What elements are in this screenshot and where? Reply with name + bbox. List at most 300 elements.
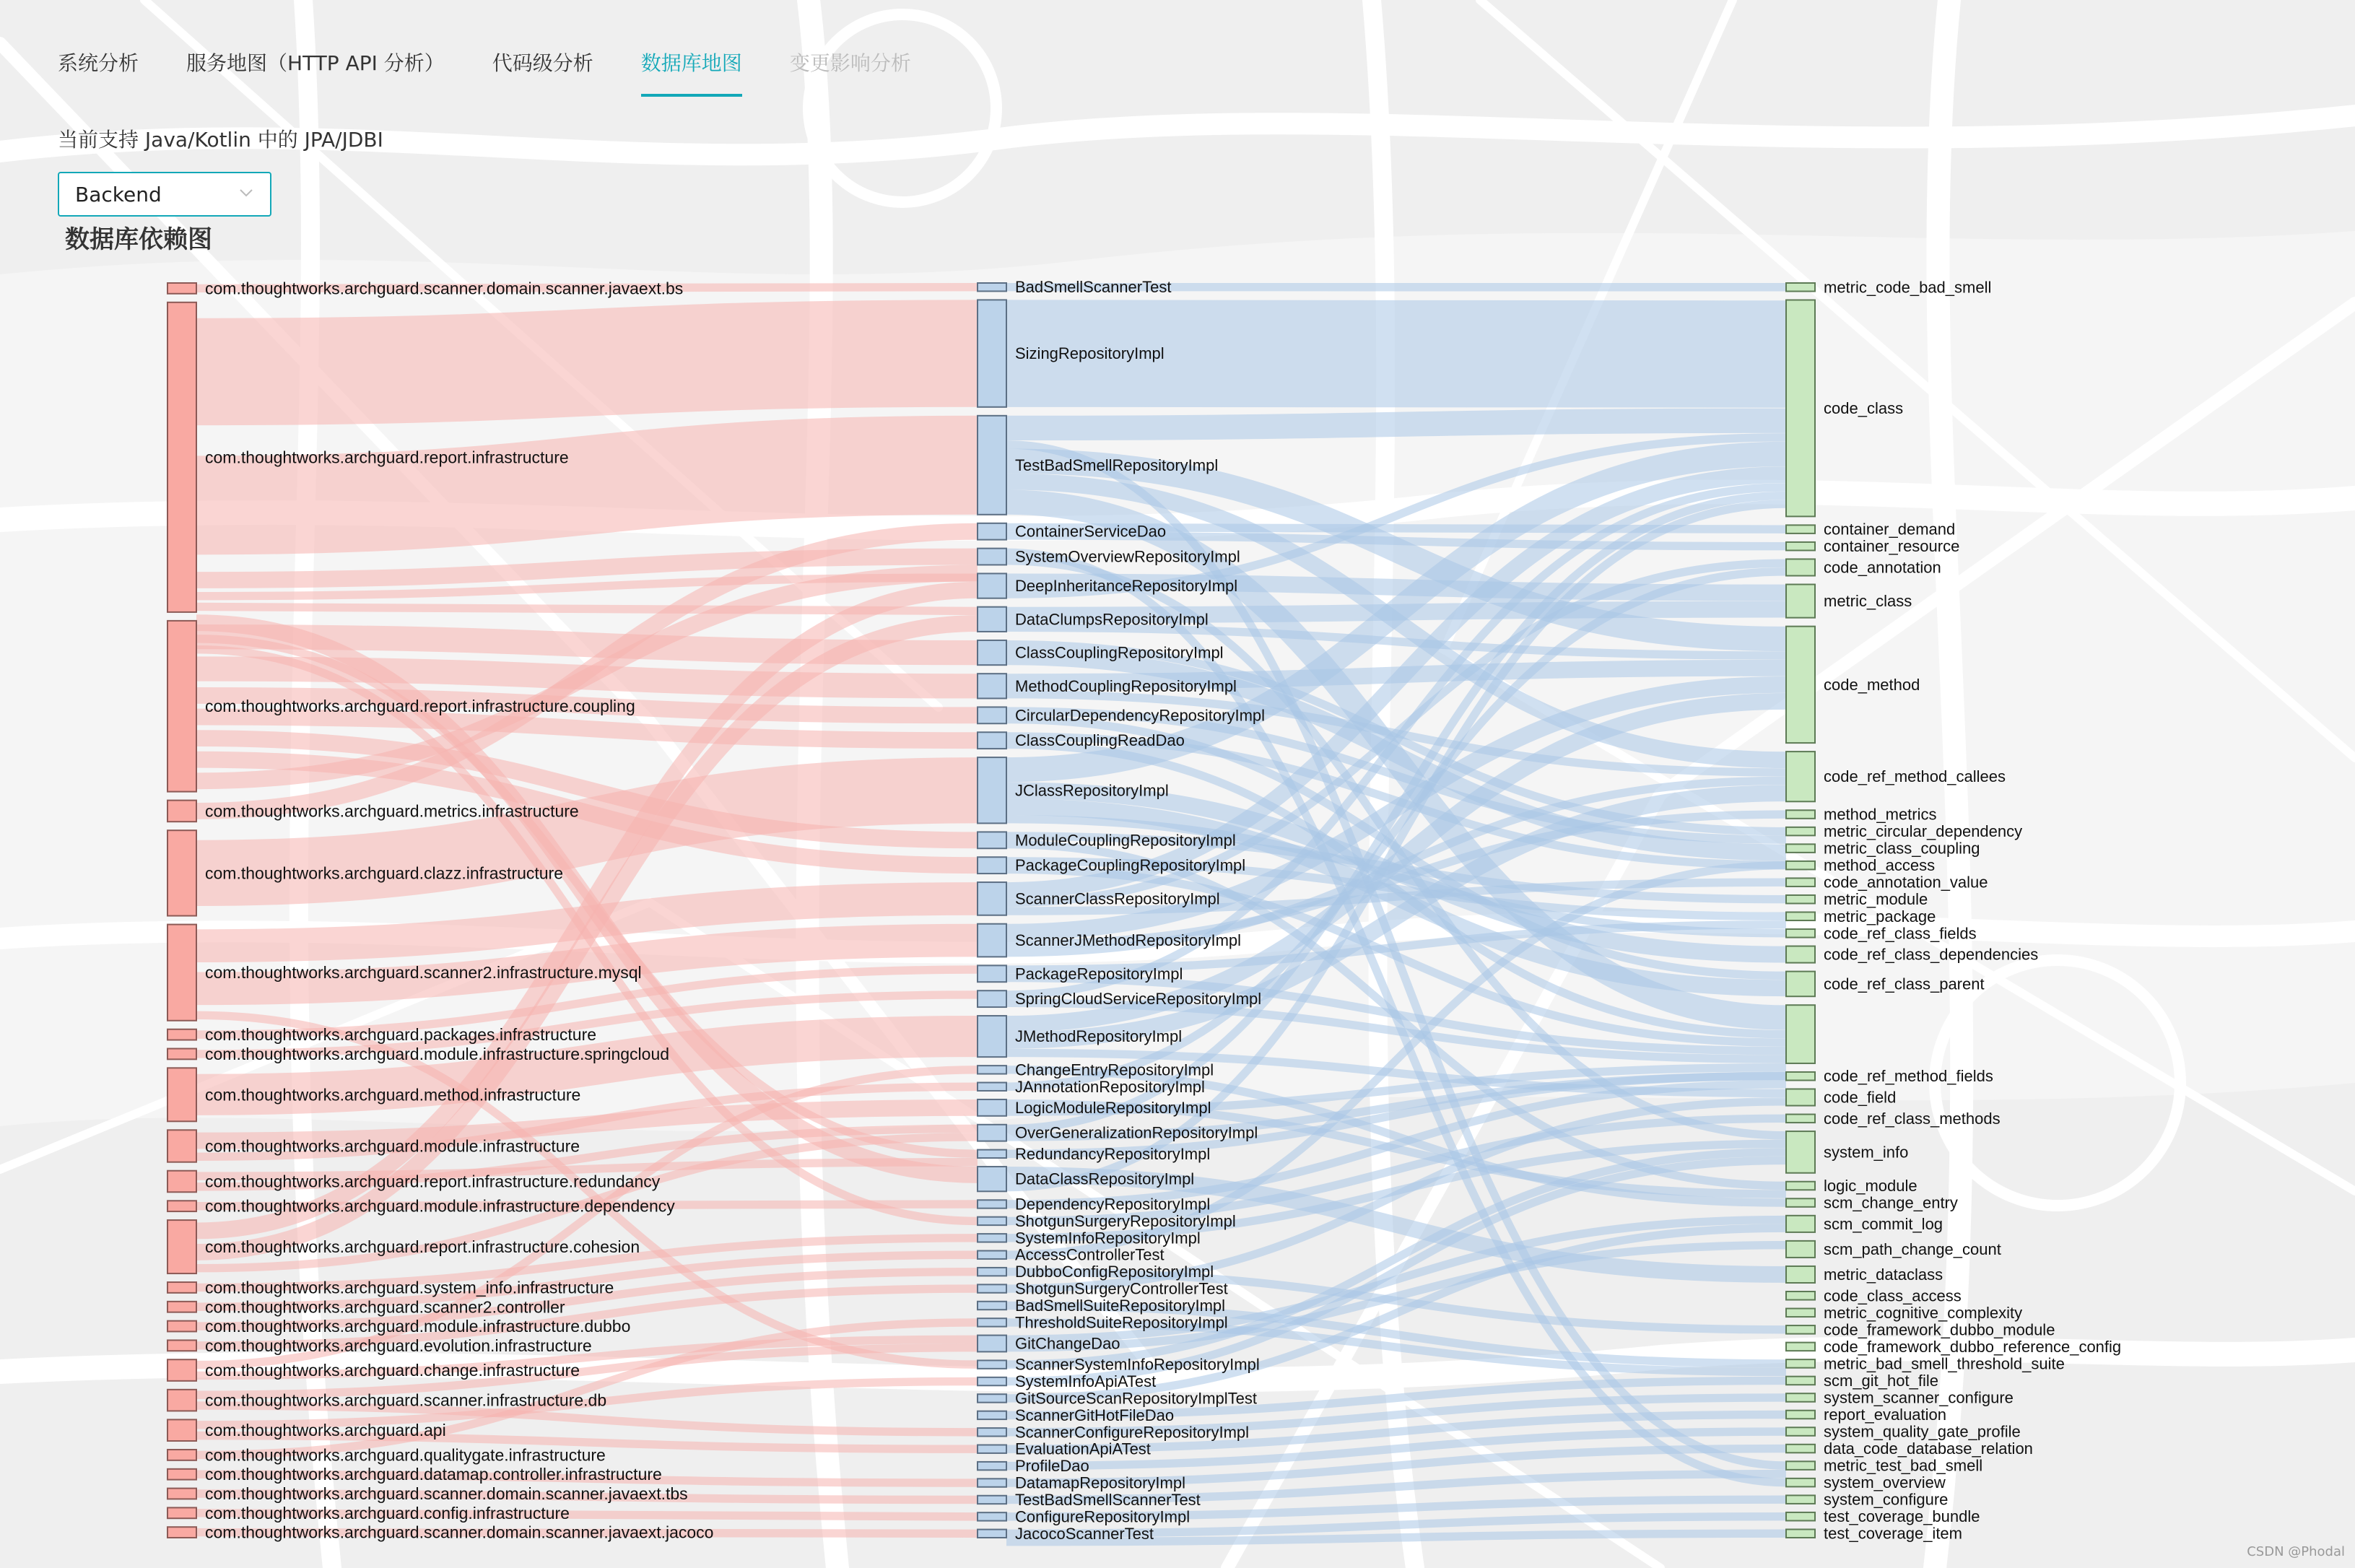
repository-node-bar: [978, 1268, 1006, 1276]
repository-node-label: DependencyRepositoryImpl: [1015, 1195, 1211, 1214]
table-node-code-field[interactable]: [1786, 1089, 1896, 1107]
repository-node-profiledao[interactable]: [978, 1457, 1089, 1475]
table-node-bar: [1786, 1089, 1815, 1105]
package-node-label: com.thoughtworks.archguard.clazz.infrastructure: [205, 863, 563, 883]
repository-node-label: MethodCouplingRepositoryImpl: [1015, 676, 1237, 695]
package-node-com-thoughtworks-archguard-qualitygate-infrastructure[interactable]: [167, 1445, 606, 1464]
repository-node-bar: [978, 732, 1006, 749]
repository-node-bar: [978, 1512, 1006, 1520]
package-node-com-thoughtworks-archguard-scanner-domain-scanner-javaext-tbs[interactable]: [167, 1484, 688, 1503]
repository-node-label: ScannerGitHotFileDao: [1015, 1406, 1175, 1424]
package-node-com-thoughtworks-archguard-metrics-infrastructure[interactable]: [167, 801, 579, 822]
repository-node-bar: [978, 607, 1006, 632]
table-node-label: metric_module: [1824, 890, 1928, 909]
repository-node-label: TestBadSmellScannerTest: [1015, 1490, 1201, 1509]
repository-node-bar: [978, 1284, 1006, 1292]
repository-node-bar: [978, 523, 1006, 540]
package-node-label: com.thoughtworks.archguard.scanner.domain.scanner.javaext.jacoco: [205, 1523, 714, 1542]
repository-node-label: PackageRepositoryImpl: [1015, 964, 1183, 983]
package-node-bar: [167, 1220, 196, 1273]
repository-node-label: ModuleCouplingRepositoryImpl: [1015, 831, 1236, 850]
table-node-label: scm_path_change_count: [1824, 1240, 2001, 1258]
repository-node-bar: [978, 832, 1006, 848]
table-node-label: code_annotation: [1824, 558, 1941, 577]
package-node-bar: [167, 1130, 196, 1162]
table-node-label: metric_package: [1824, 907, 1936, 925]
table-node-bar: [1786, 1343, 1815, 1351]
package-node-com-thoughtworks-archguard-api[interactable]: [167, 1419, 446, 1441]
repository-node-label: SizingRepositoryImpl: [1015, 344, 1165, 363]
repository-node-bar: [978, 1360, 1006, 1368]
table-node-bar: [1786, 1115, 1815, 1123]
table-node-code-framework-dubbo-module[interactable]: [1786, 1320, 2055, 1338]
table-node-system-info[interactable]: [1786, 1131, 1908, 1173]
repository-node-label: SystemInfoRepositoryImpl: [1015, 1229, 1201, 1247]
table-node-metric-test-bad-smell[interactable]: [1786, 1457, 1982, 1475]
table-node-bar: [1786, 912, 1815, 920]
table-node-code-class-access[interactable]: [1786, 1286, 1962, 1305]
table-node-label: code_framework_dubbo_module: [1824, 1320, 2055, 1339]
table-node-bar: [1786, 752, 1815, 801]
repository-node-label: GitChangeDao: [1015, 1334, 1120, 1353]
table-node-test-coverage-item[interactable]: [1786, 1525, 1962, 1543]
table-node-bar: [1786, 972, 1815, 997]
table-node-bar: [1786, 1411, 1815, 1419]
package-node-label: com.thoughtworks.archguard.api: [205, 1421, 446, 1440]
package-node-label: com.thoughtworks.archguard.scanner2.infrastructure.mysql: [205, 963, 642, 983]
table-node-bar: [1786, 300, 1815, 517]
repository-node-bar: [978, 1200, 1006, 1208]
table-node-label: code_class: [1824, 398, 1904, 417]
repository-node-label: ContainerServiceDao: [1015, 522, 1167, 541]
package-node-label: com.thoughtworks.archguard.system_info.infrastructure: [205, 1278, 614, 1297]
package-node-bar: [167, 1068, 196, 1121]
package-node-label: com.thoughtworks.archguard.packages.infrastructure: [205, 1025, 597, 1045]
repository-node-bar: [978, 1496, 1006, 1504]
table-node-label: code_ref_method_callees: [1824, 767, 2006, 786]
table-node-label: method_access: [1824, 856, 1936, 875]
package-node-label: com.thoughtworks.archguard.module.infrastructure.dubbo: [205, 1317, 631, 1336]
package-node-bar: [167, 1507, 196, 1518]
table-node-label: code_framework_dubbo_reference_config: [1824, 1337, 2122, 1356]
package-node-label: com.thoughtworks.archguard.module.infrastructure: [205, 1136, 580, 1156]
repository-node-bar: [978, 1428, 1006, 1436]
repository-node-label: DataClumpsRepositoryImpl: [1015, 610, 1209, 629]
table-node-metric-class[interactable]: [1786, 585, 1912, 618]
repository-node-label: AccessControllerTest: [1015, 1245, 1165, 1264]
package-node-label: com.thoughtworks.archguard.change.infrastructure: [205, 1361, 580, 1380]
package-node-label: com.thoughtworks.archguard.scanner.domain.scanner.javaext.bs: [205, 279, 684, 298]
repository-node-methodcouplingrepositoryimpl[interactable]: [978, 674, 1237, 698]
tab-code-analysis[interactable]: 代码级分析: [492, 51, 593, 75]
table-node-label: system_info: [1824, 1143, 1909, 1162]
repository-node-label: ClassCouplingRepositoryImpl: [1015, 643, 1224, 662]
repository-node-label: ScannerSystemInfoRepositoryImpl: [1015, 1355, 1260, 1374]
table-node-label: container_demand: [1824, 520, 1956, 539]
package-node-label: com.thoughtworks.archguard.scanner.infrastructure.db: [205, 1390, 607, 1410]
table-node-metric-dataclass[interactable]: [1786, 1266, 1943, 1284]
repository-node-label: DubboConfigRepositoryImpl: [1015, 1263, 1214, 1281]
repository-node-bar: [978, 1394, 1006, 1402]
package-node-label: com.thoughtworks.archguard.module.infrastructure.dependency: [205, 1196, 675, 1216]
table-node-container-resource[interactable]: [1786, 537, 1959, 555]
table-node-bar: [1786, 1427, 1815, 1436]
table-node-unnamed-18[interactable]: [1786, 1005, 1815, 1063]
table-node-code-ref-method-fields[interactable]: [1786, 1067, 1993, 1085]
repository-node-bar: [978, 1016, 1006, 1057]
repository-node-circulardependencyrepositoryimpl[interactable]: [978, 706, 1265, 724]
table-node-label: metric_class: [1824, 592, 1912, 611]
table-node-code-class[interactable]: [1786, 300, 1903, 517]
package-node-bar: [167, 801, 196, 822]
repository-node-label: SystemInfoApiATest: [1015, 1372, 1157, 1391]
package-node-label: com.thoughtworks.archguard.scanner.domain.scanner.javaext.tbs: [205, 1484, 688, 1504]
table-node-bar: [1786, 946, 1815, 963]
table-node-label: metric_class_coupling: [1824, 839, 1980, 858]
table-node-code-method[interactable]: [1786, 627, 1920, 743]
table-node-code-ref-class-parent[interactable]: [1786, 972, 1985, 997]
package-node-bar: [167, 1201, 196, 1211]
system-select[interactable]: [58, 172, 271, 217]
package-node-bar: [167, 1469, 196, 1480]
table-node-system-scanner-configure[interactable]: [1786, 1388, 2014, 1406]
repository-node-containerservicedao[interactable]: [978, 523, 1166, 541]
table-node-bar: [1786, 1198, 1815, 1207]
table-node-logic-module[interactable]: [1786, 1177, 1917, 1195]
repository-node-scannersysteminforepositoryimpl[interactable]: [978, 1356, 1260, 1374]
table-node-bar: [1786, 895, 1815, 904]
repository-node-systemoverviewrepositoryimpl[interactable]: [978, 548, 1240, 566]
package-node-label: com.thoughtworks.archguard.evolution.infrastructure: [205, 1336, 592, 1355]
table-node-bar: [1786, 542, 1815, 551]
table-node-bar: [1786, 878, 1815, 887]
table-node-scm-commit-log[interactable]: [1786, 1215, 1943, 1233]
table-node-label: metric_cognitive_complexity: [1824, 1303, 2023, 1322]
package-node-bar: [167, 925, 196, 1021]
repository-node-label: ShotgunSurgeryControllerTest: [1015, 1279, 1228, 1298]
table-node-metric-cognitive-complexity[interactable]: [1786, 1304, 2022, 1322]
repository-node-bar: [978, 1302, 1006, 1310]
package-node-label: com.thoughtworks.archguard.qualitygate.infrastructure: [205, 1445, 606, 1465]
table-node-method-access[interactable]: [1786, 856, 1935, 874]
package-node-com-thoughtworks-archguard-scanner2-controller[interactable]: [167, 1297, 565, 1316]
table-node-bar: [1786, 861, 1815, 870]
repository-node-bar: [978, 1066, 1006, 1073]
repository-node-bar: [978, 1530, 1006, 1538]
repository-node-bar: [978, 416, 1006, 515]
package-node-bar: [167, 1489, 196, 1499]
table-node-bar: [1786, 1072, 1815, 1081]
repository-node-bar: [978, 924, 1006, 957]
table-node-label: metric_code_bad_smell: [1824, 278, 1992, 297]
package-node-com-thoughtworks-archguard-report-infrastructure-redundancy[interactable]: [167, 1171, 661, 1193]
repository-node-jacocoscannertest[interactable]: [978, 1525, 1154, 1543]
table-node-container-demand[interactable]: [1786, 521, 1955, 539]
table-node-label: system_configure: [1824, 1490, 1949, 1509]
repository-node-modulecouplingrepositoryimpl[interactable]: [978, 831, 1236, 849]
table-node-data-code-database-relation[interactable]: [1786, 1439, 2033, 1458]
package-node-bar: [167, 1527, 196, 1538]
package-node-bar: [167, 1390, 196, 1411]
table-node-label: code_class_access: [1824, 1286, 1962, 1305]
table-node-bar: [1786, 1005, 1815, 1063]
repository-node-deepinheritancerepositoryimpl[interactable]: [978, 573, 1237, 598]
table-node-bar: [1786, 525, 1815, 533]
table-node-metric-code-bad-smell[interactable]: [1786, 278, 1991, 296]
package-node-label: com.thoughtworks.archguard.metrics.infrastructure: [205, 801, 579, 821]
repository-node-bar: [978, 1125, 1006, 1141]
package-node-bar: [167, 1340, 196, 1351]
repository-node-label: JacocoScannerTest: [1015, 1524, 1154, 1543]
package-node-bar: [167, 1450, 196, 1460]
repository-node-label: BadSmellScannerTest: [1015, 278, 1172, 297]
package-node-label: com.thoughtworks.archguard.report.infrastructure.cohesion: [205, 1237, 640, 1257]
repository-node-label: JAnnotationRepositoryImpl: [1015, 1077, 1205, 1096]
repository-node-label: DeepInheritanceRepositoryImpl: [1015, 577, 1238, 596]
repository-node-label: TestBadSmellRepositoryImpl: [1015, 456, 1219, 474]
table-node-code-ref-class-fields[interactable]: [1786, 924, 1977, 942]
repository-node-badsmellsuiterepositoryimpl[interactable]: [978, 1297, 1225, 1315]
repository-node-label: CircularDependencyRepositoryImpl: [1015, 706, 1266, 725]
repository-node-bar: [978, 1336, 1006, 1352]
repository-node-bar: [978, 283, 1006, 291]
table-node-bar: [1786, 844, 1815, 853]
table-node-bar: [1786, 1377, 1815, 1385]
table-node-scm-path-change-count[interactable]: [1786, 1240, 2001, 1258]
repository-node-label: JMethodRepositoryImpl: [1015, 1027, 1183, 1046]
package-node-label: com.thoughtworks.archguard.datamap.controller.infrastructure: [205, 1465, 662, 1484]
package-node-bar: [167, 1302, 196, 1312]
package-node-label: com.thoughtworks.archguard.report.infrastructure.coupling: [205, 697, 635, 716]
package-node-com-thoughtworks-archguard-datamap-controller-infrastructure[interactable]: [167, 1465, 662, 1484]
table-node-label: code_ref_class_methods: [1824, 1109, 2001, 1128]
table-node-label: code_ref_method_fields: [1824, 1067, 1993, 1086]
repository-node-scannerconfigurerepositoryimpl[interactable]: [978, 1423, 1249, 1441]
package-repository-link: [196, 465, 978, 505]
table-node-label: scm_commit_log: [1824, 1214, 1943, 1233]
package-node-bar: [167, 1029, 196, 1040]
table-node-label: metric_bad_smell_threshold_suite: [1824, 1354, 2065, 1373]
package-node-com-thoughtworks-archguard-module-infrastructure-springcloud[interactable]: [167, 1045, 669, 1063]
table-node-label: data_code_database_relation: [1824, 1439, 2033, 1458]
table-node-bar: [1786, 929, 1815, 938]
table-nodes: [1786, 278, 2121, 1542]
repository-node-bar: [978, 1251, 1006, 1259]
table-node-bar: [1786, 1478, 1815, 1487]
table-node-bar: [1786, 1182, 1815, 1190]
repository-node-label: ScannerJMethodRepositoryImpl: [1015, 931, 1242, 950]
package-node-bar: [167, 1171, 196, 1193]
table-node-label: system_overview: [1824, 1473, 1946, 1492]
table-node-bar: [1786, 1131, 1815, 1173]
package-node-com-thoughtworks-archguard-config-infrastructure[interactable]: [167, 1504, 570, 1523]
table-node-system-quality-gate-profile[interactable]: [1786, 1423, 2021, 1441]
repository-node-label: ScannerConfigureRepositoryImpl: [1015, 1423, 1250, 1442]
package-node-bar: [167, 1049, 196, 1060]
table-node-bar: [1786, 585, 1815, 618]
repository-node-label: LogicModuleRepositoryImpl: [1015, 1098, 1211, 1117]
package-node-com-thoughtworks-archguard-evolution-infrastructure[interactable]: [167, 1336, 592, 1355]
repository-node-bar: [978, 573, 1006, 598]
table-node-label: code_annotation_value: [1824, 873, 1988, 892]
package-node-com-thoughtworks-archguard-system-info-infrastructure[interactable]: [167, 1278, 614, 1297]
table-node-scm-change-entry[interactable]: [1786, 1194, 1958, 1212]
repository-node-label: ScannerClassRepositoryImpl: [1015, 889, 1220, 908]
repository-node-accesscontrollertest[interactable]: [978, 1246, 1165, 1264]
package-node-label: com.thoughtworks.archguard.scanner2.controller: [205, 1297, 565, 1317]
repository-node-label: ThresholdSuiteRepositoryImpl: [1015, 1313, 1228, 1332]
repository-node-scannergithotfiledao[interactable]: [978, 1406, 1174, 1424]
table-node-bar: [1786, 1216, 1815, 1232]
tab-service-map[interactable]: 服务地图（HTTP API 分析）: [186, 51, 445, 75]
repository-node-systeminfoapiatest[interactable]: [978, 1372, 1156, 1390]
table-node-label: code_ref_class_dependencies: [1824, 945, 2039, 964]
tab-change-impact[interactable]: 变更影响分析: [789, 51, 911, 75]
table-node-label: code_ref_class_fields: [1824, 924, 1977, 943]
repository-table-link: [1006, 421, 1786, 428]
repository-node-bar: [978, 674, 1006, 698]
repository-node-classcouplingrepositoryimpl[interactable]: [978, 640, 1224, 665]
table-node-test-coverage-bundle[interactable]: [1786, 1507, 1980, 1525]
tab-bar: [58, 48, 959, 97]
table-node-label: scm_change_entry: [1824, 1193, 1958, 1212]
table-node-code-annotation[interactable]: [1786, 558, 1941, 576]
tab-system-analysis[interactable]: 系统分析: [58, 51, 139, 75]
table-node-label: container_resource: [1824, 537, 1960, 556]
table-node-bar: [1786, 1241, 1815, 1258]
repository-node-bar: [978, 1083, 1006, 1091]
repository-node-label: ConfigureRepositoryImpl: [1015, 1507, 1190, 1526]
repository-node-springcloudservicerepositoryimpl[interactable]: [978, 990, 1261, 1008]
package-node-bar: [167, 1282, 196, 1293]
repository-node-bar: [978, 1099, 1006, 1116]
repository-node-label: DatamapRepositoryImpl: [1015, 1473, 1185, 1492]
repository-node-gitchangedao[interactable]: [978, 1335, 1120, 1353]
repository-node-label: DataClassRepositoryImpl: [1015, 1170, 1195, 1188]
tab-database-map[interactable]: 数据库地图: [641, 48, 742, 97]
repository-node-label: BadSmellSuiteRepositoryImpl: [1015, 1296, 1226, 1315]
package-node-com-thoughtworks-archguard-module-infrastructure-dubbo[interactable]: [167, 1317, 630, 1336]
table-node-metric-module[interactable]: [1786, 890, 1928, 908]
repository-node-label: SpringCloudServiceRepositoryImpl: [1015, 990, 1262, 1009]
repository-node-label: OverGeneralizationRepositoryImpl: [1015, 1123, 1258, 1142]
table-node-report-evaluation[interactable]: [1786, 1406, 1946, 1424]
repository-node-bar: [978, 1462, 1006, 1470]
package-node-com-thoughtworks-archguard-scanner-domain-scanner-javaext-jacoco[interactable]: [167, 1523, 713, 1542]
table-node-metric-circular-dependency[interactable]: [1786, 822, 2022, 840]
repository-node-evaluationapiatest[interactable]: [978, 1440, 1151, 1458]
package-node-com-thoughtworks-archguard-scanner-domain-scanner-javaext-bs[interactable]: [167, 279, 683, 297]
package-repository-link: [196, 354, 978, 372]
package-node-label: com.thoughtworks.archguard.report.infrastructure.redundancy: [205, 1172, 661, 1191]
table-node-code-ref-class-methods[interactable]: [1786, 1110, 2001, 1128]
package-node-com-thoughtworks-archguard-change-infrastructure[interactable]: [167, 1359, 580, 1381]
watermark: CSDN @Phodal: [2247, 1544, 2345, 1559]
table-node-bar: [1786, 1393, 1815, 1402]
repository-node-label: ShotgunSurgeryRepositoryImpl: [1015, 1211, 1236, 1230]
repository-node-bar: [978, 1234, 1006, 1242]
repository-node-shotgunsurgerycontrollertest[interactable]: [978, 1280, 1228, 1298]
repository-node-label: JClassRepositoryImpl: [1015, 781, 1169, 800]
table-node-metric-class-coupling[interactable]: [1786, 840, 1980, 858]
table-node-bar: [1786, 1461, 1815, 1470]
table-node-bar: [1786, 1495, 1815, 1504]
table-node-label: metric_dataclass: [1824, 1265, 1943, 1284]
repository-node-bar: [978, 640, 1006, 665]
chevron-down-icon: [237, 183, 256, 202]
table-node-label: metric_test_bad_smell: [1824, 1456, 1983, 1475]
table-node-label: metric_circular_dependency: [1824, 822, 2023, 841]
repository-node-overgeneralizationrepositoryimpl[interactable]: [978, 1124, 1258, 1142]
repository-node-packagecouplingrepositoryimpl[interactable]: [978, 856, 1245, 874]
table-node-bar: [1786, 1309, 1815, 1317]
package-node-label: com.thoughtworks.archguard.report.infrastructure: [205, 448, 569, 467]
repository-node-thresholdsuiterepositoryimpl[interactable]: [978, 1313, 1228, 1331]
table-node-label: system_scanner_configure: [1824, 1388, 2014, 1407]
repository-node-bar: [978, 707, 1006, 723]
table-node-bar: [1786, 1529, 1815, 1538]
repository-node-bar: [978, 882, 1006, 915]
repository-node-bar: [978, 1377, 1006, 1385]
package-node-bar: [167, 1419, 196, 1441]
repository-node-label: ClassCouplingReadDao: [1015, 731, 1185, 750]
table-node-metric-package[interactable]: [1786, 907, 1936, 925]
package-node-label: com.thoughtworks.archguard.method.infrastructure: [205, 1085, 581, 1105]
table-node-system-configure[interactable]: [1786, 1491, 1948, 1509]
repository-node-label: ChangeEntryRepositoryImpl: [1015, 1060, 1214, 1079]
repository-node-bar: [978, 990, 1006, 1007]
table-node-label: method_metrics: [1824, 805, 1937, 824]
repository-node-bar: [978, 1167, 1006, 1191]
package-node-bar: [167, 621, 196, 792]
repository-node-gitsourcescanrepositoryimpltest[interactable]: [978, 1389, 1257, 1407]
package-node-bar: [167, 1321, 196, 1332]
package-node-bar: [167, 302, 196, 612]
package-node-com-thoughtworks-archguard-scanner-infrastructure-db[interactable]: [167, 1390, 606, 1411]
support-notice: 当前支持 Java/Kotlin 中的 JPA/JDBI: [58, 128, 383, 152]
table-node-system-overview[interactable]: [1786, 1473, 1946, 1491]
table-node-bar: [1786, 1292, 1815, 1300]
table-node-code-ref-class-dependencies[interactable]: [1786, 946, 2038, 964]
table-node-label: logic_module: [1824, 1177, 1917, 1195]
repository-node-badsmellscannertest[interactable]: [978, 278, 1171, 296]
repository-node-label: ProfileDao: [1015, 1457, 1089, 1476]
table-node-code-framework-dubbo-reference-config[interactable]: [1786, 1338, 2121, 1356]
table-node-metric-bad-smell-threshold-suite[interactable]: [1786, 1354, 2065, 1372]
table-node-scm-git-hot-file[interactable]: [1786, 1372, 1938, 1390]
repository-node-bar: [978, 965, 1006, 982]
table-node-code-annotation-value[interactable]: [1786, 874, 1988, 892]
package-node-label: com.thoughtworks.archguard.config.infrastructure: [205, 1503, 570, 1523]
package-node-com-thoughtworks-archguard-module-infrastructure-dependency[interactable]: [167, 1197, 675, 1216]
table-node-bar: [1786, 283, 1815, 292]
repository-node-bar: [978, 1217, 1006, 1225]
table-node-method-metrics[interactable]: [1786, 806, 1937, 824]
table-node-label: system_quality_gate_profile: [1824, 1422, 2021, 1441]
package-node-bar: [167, 283, 196, 294]
repository-node-bar: [978, 1445, 1006, 1453]
table-node-bar: [1786, 1445, 1815, 1453]
repository-node-bar: [978, 757, 1006, 823]
table-node-bar: [1786, 1512, 1815, 1521]
repository-node-shotgunsurgeryrepositoryimpl[interactable]: [978, 1212, 1236, 1230]
table-node-label: test_coverage_bundle: [1824, 1507, 1980, 1526]
table-node-label: scm_git_hot_file: [1824, 1371, 1938, 1390]
repository-node-bar: [978, 857, 1006, 874]
table-node-code-ref-method-callees[interactable]: [1786, 752, 2006, 801]
repository-node-label: SystemOverviewRepositoryImpl: [1015, 547, 1240, 566]
package-node-com-thoughtworks-archguard-packages-infrastructure[interactable]: [167, 1025, 596, 1044]
